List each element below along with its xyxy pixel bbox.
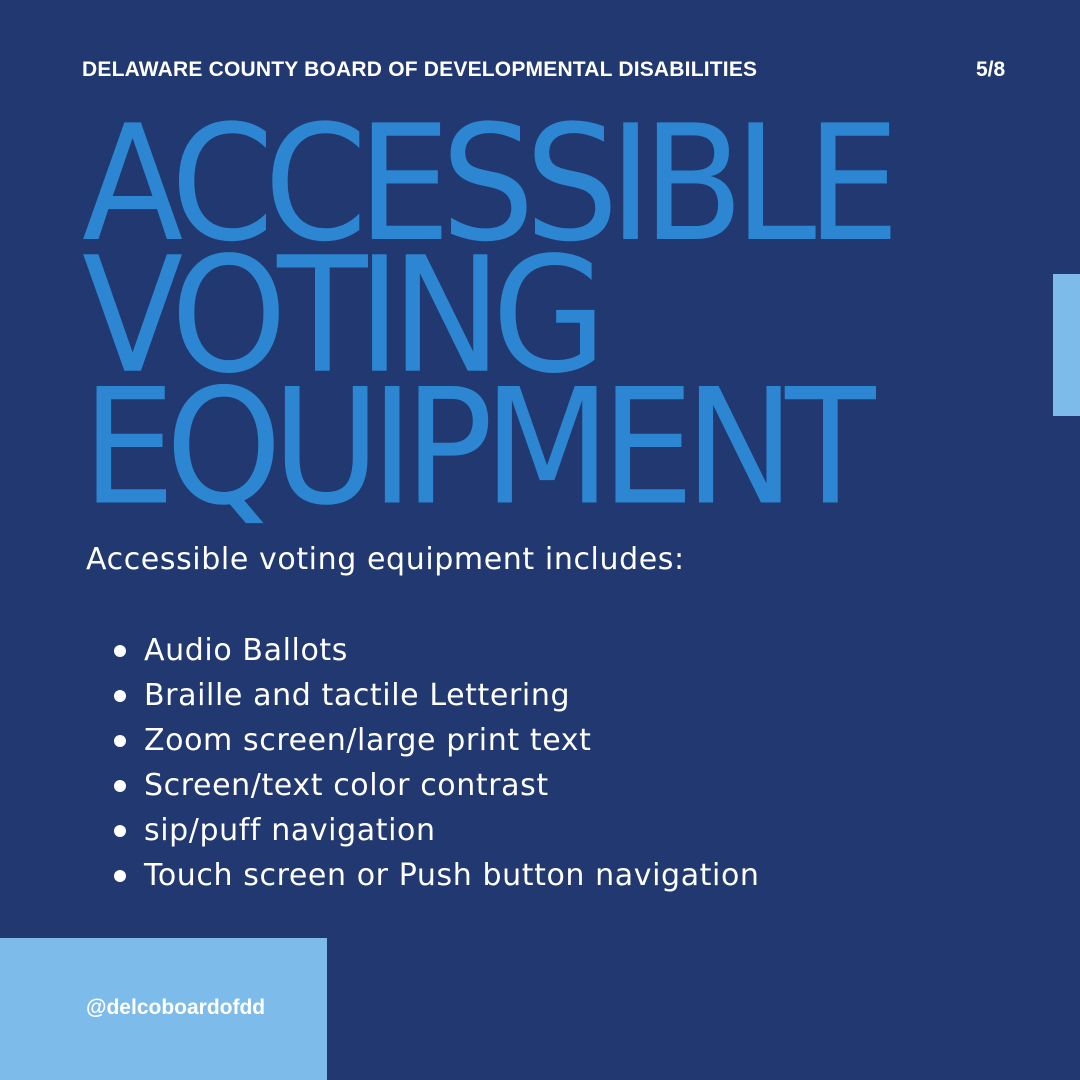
list-item-text: Touch screen or Push button navigation bbox=[144, 858, 760, 893]
organization-name: DELAWARE COUNTY BOARD OF DEVELOPMENTAL DISABILITIES bbox=[82, 58, 758, 81]
social-handle: @delcoboardofdd bbox=[86, 996, 266, 1019]
bullet-icon bbox=[114, 645, 126, 657]
list-item bbox=[112, 718, 760, 763]
headline-line-2: VOTING bbox=[82, 222, 597, 409]
list-item-text: sip/puff navigation bbox=[144, 813, 436, 848]
list-item bbox=[112, 673, 760, 718]
bullet-icon bbox=[114, 825, 126, 837]
list-item bbox=[112, 808, 760, 853]
list-item bbox=[112, 763, 760, 808]
bullet-icon bbox=[114, 735, 126, 747]
list-item-text: Audio Ballots bbox=[144, 633, 348, 668]
bullet-icon bbox=[114, 690, 126, 702]
bullet-icon bbox=[114, 780, 126, 792]
bullet-icon bbox=[114, 870, 126, 882]
list-item bbox=[112, 628, 760, 673]
list-item-text: Braille and tactile Lettering bbox=[144, 678, 571, 713]
list-item bbox=[112, 853, 760, 898]
intro-text: Accessible voting equipment includes: bbox=[86, 542, 685, 577]
headline-line-1: ACCESSIBLE bbox=[82, 91, 890, 277]
list-item-text: Screen/text color contrast bbox=[144, 768, 549, 803]
headline-line-3: EQUIPMENT bbox=[82, 354, 866, 541]
accent-bar-right bbox=[1053, 274, 1080, 416]
equipment-list bbox=[112, 628, 760, 898]
headline bbox=[82, 91, 890, 541]
list-item-text: Zoom screen/large print text bbox=[144, 723, 592, 758]
page-indicator: 5/8 bbox=[976, 58, 1006, 81]
